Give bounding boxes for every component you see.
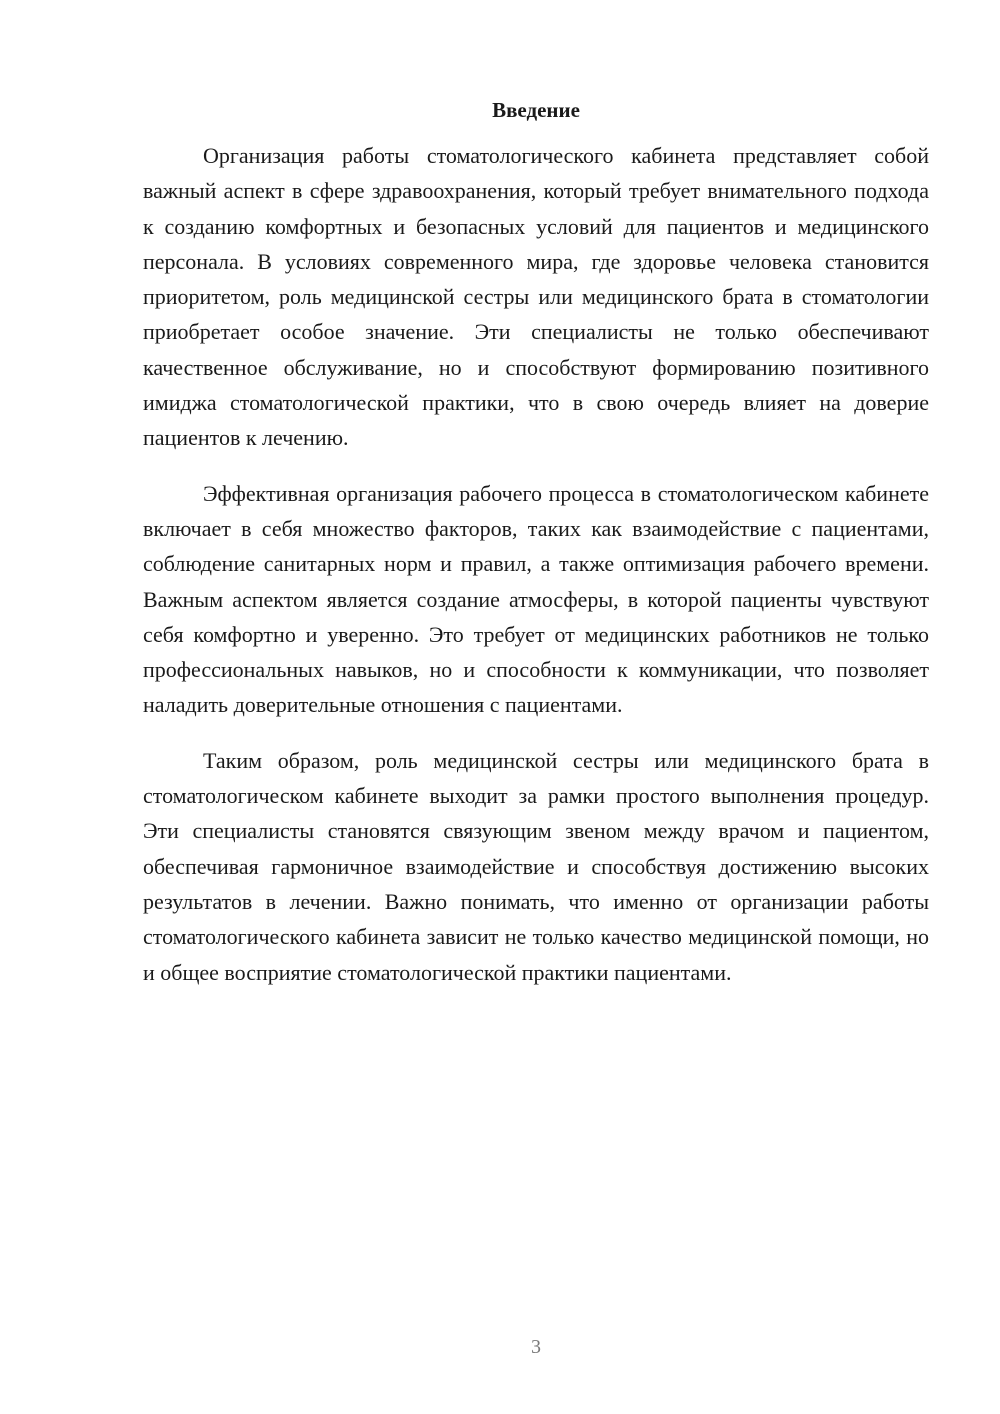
paragraph-3: Таким образом, роль медицинской сестры или медицинского брата в стоматологическом кабинете выходит за рамки простого выполнения процедур. Эти специалисты становятся связующим звеном между врачом и пациентом, обеспечивая гармоничное взаимодействие и способствуя достижению высоких результатов в лечении. Важно понимать, что именно от организации работы стоматологического кабинета зависит не только качество медицинской помощи, но и общее восприятие стоматологической практики пациентами. bbox=[143, 747, 929, 985]
paragraph-1: Организация работы стоматологического кабинета представляет собой важный аспект в сфере здравоохранения, который требует внимательного подхода к созданию комфортных и безопасных условий для пациентов и медицинского персонала. В условиях современного мира, где здоровье человека становится приоритетом, роль медицинской сестры или медицинского брата в стоматологии приобретает особое значение. Эти специалисты не только обеспечивают качественное обслуживание, но и способствуют формированию позитивного имиджа стоматологической практики, что в свою очередь влияет на доверие пациентов к лечению. bbox=[143, 143, 929, 451]
page-number: 3 bbox=[531, 1336, 541, 1358]
page-content bbox=[143, 95, 929, 1010]
paragraph-2: Эффективная организация рабочего процесса в стоматологическом кабинете включает в себя множество факторов, таких как взаимодействие с пациентами, соблюдение санитарных норм и правил, а также оптимизация рабочего времени. Важным аспектом является создание атмосферы, в которой пациенты чувствуют себя комфортно и уверенно. Это требует от медицинских работников не только профессиональных навыков, но и способности к коммуникации, что позволяет наладить доверительные отношения с пациентами. bbox=[143, 480, 929, 718]
section-title: Введение bbox=[492, 98, 580, 122]
